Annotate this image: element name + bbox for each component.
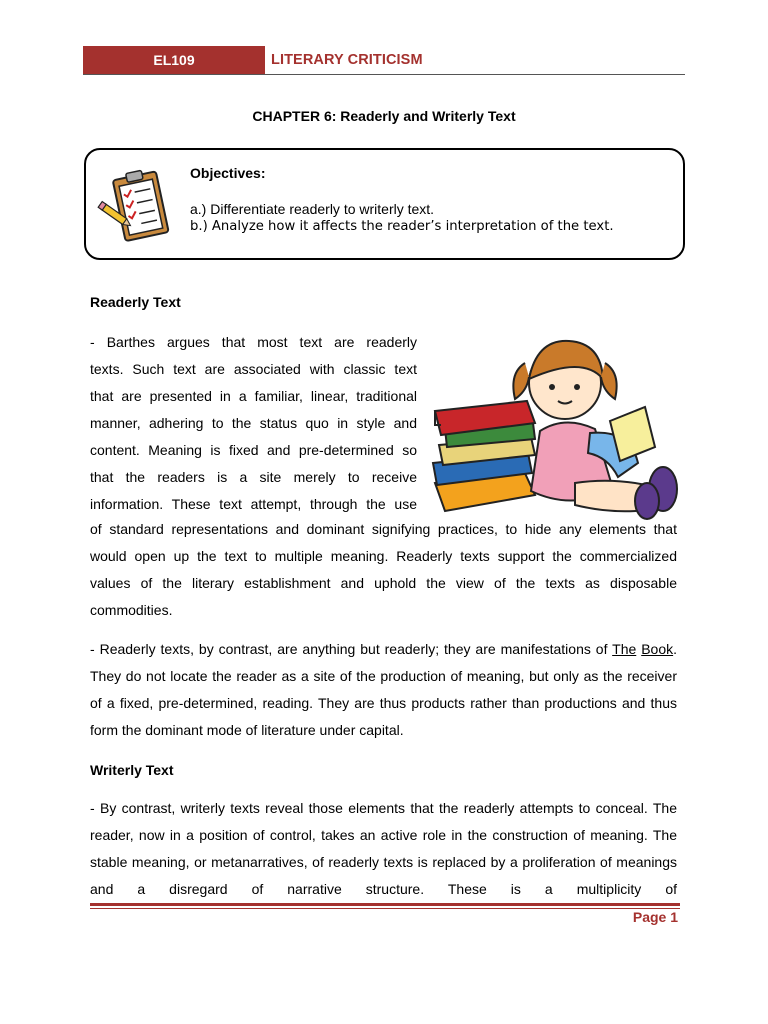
chapter-title: CHAPTER 6: Readerly and Writerly Text [252, 108, 516, 124]
course-title: LITERARY CRITICISM [271, 52, 423, 68]
footer-rule-thin [90, 908, 680, 909]
text-line: that are presented in a familiar, linear, traditional [90, 388, 417, 404]
para2-text-after: . They do not locate the reader as a site of the production of meaning, but only as the receiver of a fixed, pre-determined, reading. They are thus products rather than productions and thus form the dominant mode of literature under capital. [90, 641, 678, 738]
text-line: commodities. [90, 602, 173, 618]
girl-reading-books-illustration [425, 333, 687, 525]
text-line: would open up the text to multiple meaning. Readerly texts support the commercialized [90, 548, 677, 564]
text-line: content. Meaning is fixed and pre-determined so [90, 442, 417, 458]
text-line: that the readers is a site merely to receive [90, 469, 417, 485]
para2-text-before: - Readerly texts, by contrast, are anything but readerly; they are manifestations of [90, 641, 613, 657]
objective-item-b: b.) Analyze how it affects the reader’s interpretation of the text. [190, 219, 614, 234]
readerly-para2 [90, 636, 677, 744]
readerly-para1-full [90, 516, 677, 624]
text-line: texts. Such text are associated with classic text [90, 361, 417, 377]
text-line: - Barthes argues that most text are readerly [90, 334, 417, 350]
text-line: of standard representations and dominant signifying practices, to hide any elements that [90, 521, 677, 537]
course-code: EL109 [153, 52, 195, 68]
objective-item-a: a.) Differentiate readerly to writerly text. [190, 201, 435, 217]
page-number: Page 1 [632, 909, 678, 925]
text-line: information. These text attempt, through the use [90, 496, 417, 512]
writerly-para1: - By contrast, writerly texts reveal those elements that the readerly attempts to conceal. The reader, now in a position of control, takes an active role in the construction of meaning. The stable meaning, or metanarratives, of readerly texts is replaced by a proliferation of meanings and a disregard of narrative structure. These is a multiplicity of [90, 800, 677, 897]
the-book-link: The [612, 641, 637, 657]
clipboard-checklist-icon [97, 168, 177, 248]
readerly-heading: Readerly Text [90, 294, 181, 310]
the-book-link-cont: Book [641, 641, 674, 657]
writerly-heading: Writerly Text [90, 762, 174, 778]
text-line: values of the literary establishment and uphold the view of the texts as disposable [90, 575, 677, 591]
objectives-heading: Objectives: [190, 165, 266, 181]
footer-rule [90, 903, 680, 906]
readerly-para1-wrapped [90, 329, 417, 518]
header-rule [83, 74, 685, 75]
text-line: manner, adhering to the status quo in style and [90, 415, 417, 431]
